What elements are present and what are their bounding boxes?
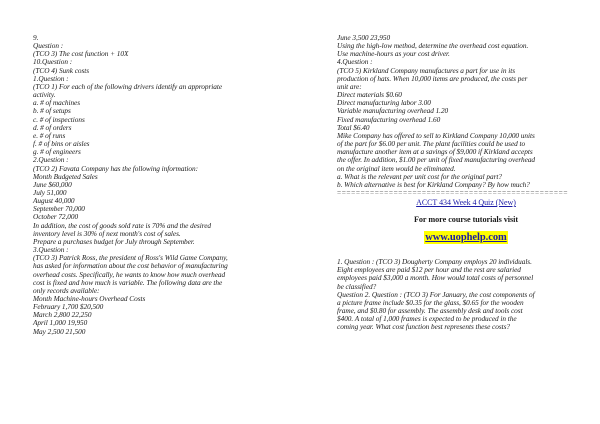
text-line: d. # of orders: [33, 122, 72, 132]
text-line: 10.Question :: [33, 57, 73, 67]
left-column: [33, 34, 288, 336]
text-line: employees paid $3,000 a month. How would total costs of personnel: [337, 273, 534, 283]
text-line: c. # of inspections: [33, 114, 85, 124]
text-line: 4.Question :: [337, 57, 373, 67]
text-line: February 1,700 $20,500: [33, 302, 104, 312]
text-line: (TCO 3) The cost function + 10X: [33, 49, 129, 59]
text-line: (TCO 3) Patrick Ross, the president of Ross's Wild Game Company,: [33, 253, 228, 263]
text-line: 9.: [33, 33, 39, 42]
text-line: the offer. In addition, $1.00 per unit of fixed manufacturing overhead: [337, 155, 536, 165]
visit-heading: For more course tutorials visit: [413, 215, 519, 225]
text-line: b. # of setups: [33, 106, 71, 116]
text-line: frame, and $0.80 for assembly. The assembly desk and tools cost: [337, 306, 523, 316]
text-line: $400. A total of 1,000 frames is expected to be produced in the: [337, 314, 517, 324]
text-line: coming year. What cost function best represents these costs?: [337, 322, 510, 332]
text-line: May 2,500 21,500: [33, 326, 86, 336]
text-line: Direct manufacturing labor 3.00: [337, 98, 431, 108]
text-line: cost is fixed and how much is variable. The following data are the: [33, 277, 223, 287]
text-line: overhead costs. Specifically, he wants to know how much overhead: [33, 269, 226, 279]
text-line: Mike Company has offered to sell to Kirkland Company 10,000 units: [337, 130, 535, 140]
text-line: a picture frame include $0.35 for the glass, $0.65 for the wooden: [337, 297, 524, 307]
text-line: (TCO 1) For each of the following drivers identify an appropriate: [33, 81, 223, 91]
text-line: Month Machine-hours Overhead Costs: [33, 294, 146, 303]
spacer: [337, 244, 595, 258]
text-line: g. # of engineers: [33, 147, 81, 157]
text-line: production of hats. When 10,000 items are produced, the costs per: [337, 73, 528, 83]
site-link-wrapper: [337, 231, 595, 244]
text-line: June 3,500 23,950: [337, 33, 391, 42]
text-line: Question 2. Question : (TCO 3) For January, the cost components of: [337, 289, 535, 299]
text-line: August 40,000: [33, 196, 75, 206]
text-line: March 2,800 22,250: [33, 310, 92, 320]
text-line: (TCO 2) Favata Company has the following information:: [33, 163, 198, 173]
text-line: Using the high-low method, determine the overhead cost equation.: [337, 41, 529, 51]
text-line: April 1,000 19,950: [33, 318, 88, 328]
text-line: of the part for $6.00 per unit. The plant facilities could be used to: [337, 139, 526, 149]
text-line: Month Budgeted Sales: [33, 171, 98, 181]
text-line: only records available:: [33, 285, 100, 295]
text-line: 1.Question :: [33, 73, 69, 83]
text-line: has asked for information about the cost behavior of manufacturing: [33, 261, 228, 271]
text-line: June $60,000: [33, 179, 72, 189]
text-line: September 70,000: [33, 204, 85, 214]
text-line: Fixed manufacturing overhead 1.60: [337, 114, 441, 124]
text-line: Direct materials $0.60: [337, 90, 402, 100]
text-line: (TCO 4) Sunk costs: [33, 65, 90, 75]
text-line: a. What is the relevant per unit cost for the original part?: [337, 171, 502, 181]
text-line: July 51,000: [33, 187, 67, 197]
text-line: Prepare a purchases budget for July through September.: [33, 236, 195, 246]
right-column: [337, 34, 595, 332]
text-line: manufacture another item at a savings of $9,000 if Kirkland accepts: [337, 147, 533, 157]
text-line: a. # of machines: [33, 98, 81, 108]
text-line: October 72,000: [33, 212, 79, 222]
text-line: Variable manufacturing overhead 1.20: [337, 106, 449, 116]
site-link[interactable]: www.uophelp.com: [425, 232, 507, 244]
text-line: Eight employees are paid $12 per hour and the rest are salaried: [337, 265, 521, 275]
quiz-title-link[interactable]: ACCT 434 Week 4 Quiz (New): [416, 198, 516, 208]
text-line: (TCO 5) Kirkland Company manufactures a part for use in its: [337, 65, 515, 75]
text-line: inventory level is 30% of next month's cost of sales.: [33, 228, 181, 238]
text-line: 1. Question : (TCO 3) Dougherty Company employs 20 individuals.: [337, 257, 532, 267]
text-line: f. # of bins or aisles: [33, 139, 90, 149]
text-line: Question :: [33, 41, 64, 51]
separator-line: =================================================: [337, 188, 569, 197]
text-line: e. # of runs: [33, 130, 66, 140]
text-line: unit are:: [337, 81, 362, 91]
text-line: be classified?: [337, 281, 377, 291]
text-line: Use machine-hours as your cost driver.: [337, 49, 450, 59]
text-line: Total $6.40: [337, 122, 370, 132]
text-line: 3.Question :: [33, 245, 69, 255]
text-line: on the original item would be eliminated.: [337, 163, 456, 173]
text-line: In addition, the cost of goods sold rate is 70% and the desired: [33, 220, 211, 230]
text-line: 2.Question :: [33, 155, 69, 165]
text-line: b. Which alternative is best for Kirkland Company? By how much?: [337, 179, 530, 189]
text-line: activity.: [33, 90, 56, 100]
